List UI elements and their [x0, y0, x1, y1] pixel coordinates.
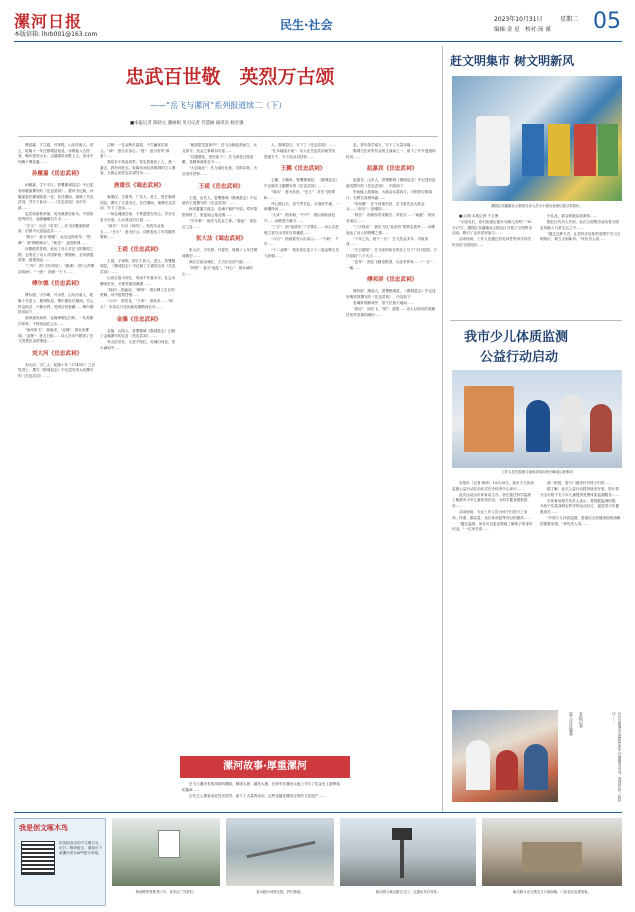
- editor-line: 编辑:金 星 校对:汤 谨: [494, 27, 551, 33]
- side-text-2a: 本报讯（记者 杨沛）10月28日，我市少儿体质监测公益行动启动仪式在市体育中心举行…… 此次活动由市体育局主办，旨在通过科学监测了解我市少年儿童体质状况，为科学健身提供指导…… 活动现场，专业工作人员为孩子们进行了身高、体重、肺活量、坐位体前屈等项目的测试…… "通过监测，家长可以更直观地了解孩子的身体状况。"一位家长说……: [452, 481, 534, 532]
- article-col-1: 傅廷襄，字立德，号別孤，山东济南人。进士，乾隆十一年任鄢城县知县，诗歌能入白居易，晚年爱好山水，志趣超卓诗歌上文，但诗中均赖于傅廷襄…… 孙履嘉《岳忠武祠》 孙履嘉，生于平江，曾署鄢城县志》中记述有孙履嘉撰写的《岳忠武祠》。据该书记载，孙履嘉曾任鄢城知县一任，在任期间，重修了岳忠武祠，并写下此诗……《岳忠武祠》诗中写道…… 忠武祠前秋草深，英风凛凛至如今。中原恢复终何日，庙貌巍峨自古今…… "宇文"：出自《宋史》，岳飞因遭诬陷被害，后被平反追谥忠武…… "明日"：意为"明朝"，此处也指来年。"铁骑"：即"精锐骑兵"。"黄龙"：金国都城…… 诗歌借景抒情，表达了诗人对岳飞的敬仰之情，也寄托了诗人对国家统一的期盼。全诗情感真挚，意境深远…… "三军"：指"古代军队"；"鼎沸"：指"人声嘈杂喧闹"。"一统"：指统一天下…… 傅尔德《岳忠武祠》 傅尔德，字中峰，号余景，山东济南人，乾隆十年进士，鄢城知县。傅尔德在任期间，关心民众疾苦，兴修水利，受到百姓爱戴……傅尔德的诗如下： 南州战伐何时，北阙烽烟忆旧时。一代英雄归草莽，千秋祠庙托云山…… "南州来飞"：指南宋，"北阙"：指北宋都城。"奋挥"：犹言扫除……诗人在诗中歌颂了岳飞英勇抗金的事迹…… 刘大河《岳忠武祠》 刘大河，字仁人，乾隆十年（1745年）之后时进士，撰写《鄢城县志》中记述有刘大河撰写的《岳忠武祠》……: [18, 143, 96, 378]
- article-col-3: "就道恩龙宴如中"：岳飞为朝廷命而生，兵戈如今，抗金之事难以尽述…… "以德感化，爱民如子"：岳飞深受百姓爱戴，其精神流传至今…… "大忠南北"：岳飞南征北战，功勋卓著，为后世所景仰…… 王禔《岳忠武祠》 王禔，由吾人，曾署鄢城《鄢城县志》中记载有王禔撰写的《岳忠武祠》…… 秋草萋萋古道边，忠魂千载护中原。将军遗恨何时了，犹见南云接北烟…… "当年事"：指岳飞抗金之事。"碧血"：指忠臣之血…… 张大法《谒忠武祠》 张大法，字旺屏，号春亭，乾隆十七年任鄢城典史…… 满江红韵忠魂在，万古长存浩气留…… "风烟"：意为"战乱"。"丹心"：指赤诚的心……: [182, 143, 260, 743]
- promo-box: [14, 818, 106, 906]
- email-line: 本版信箱: lhrb001@163.com: [14, 31, 98, 38]
- side-divider-1: [450, 320, 622, 321]
- caption-1: 漯园区邓襄镇北大街家社务人员为小朋友表演垃圾分类知识。: [491, 204, 583, 208]
- feature-title: 忠武百世敬 英烈万古颂: [125, 66, 335, 88]
- story-banner: [180, 756, 350, 778]
- bottom-caption-4: 新汉路与光大路交叉口西南侧，门前存在乱堆现象。: [513, 890, 591, 894]
- photo-bottom-2: [226, 818, 334, 886]
- article-col-5: 忠，青年游学南方，写下了大量诗篇…… 鄢城乃岳家军抗金的主战场之一，留下了许多遗迹和传说…… 赵嘉宾《岳忠武祠》 赵嘉宾，山东人，曾署鄢城《鄢城县志》中记述有赵嘉宾撰写的《岳忠武祠》，内容如下： 朱仙镇上战旗扬，大破金兵震四方。可恨奸臣施毒计，空教名将殒风霜…… "朱仙镇"：在今河南开封，岳飞曾在此大败金兵……"奸臣"：指秦桧…… "两宫"：指被俘的宋徽宗、宋钦宗……"南渡"：指宋室南迁…… "三字狱成"：指岳飞以"莫须有"的罪名被杀……诗歌表达了诗人的愤慨之情…… "十年之功，废于一旦"：岳飞抗金多年，功败垂成…… "天日昭昭"：岳飞临刑前在供状上写下"天日昭昭，天日昭昭"八个大字…… "忠孝"：指岳飞精忠报国，以忠孝传家……"一旦"：一朝…… 傅邦屏《岳忠武祠》 傅邦屏，湖南人，曾署鄢城县，《鄢城县志》中记述有傅邦屏撰写的《岳忠武祠》，内容如下： 忠魂常绕郾城外，浩气长留天地间…… "孤忠"：指岳飞，"恨"：遗恨……诗人以深沉的笔触抒发对英雄的缅怀……: [346, 143, 438, 317]
- side-headline-1: 赶文明集市 树文明新风: [450, 54, 575, 68]
- bottom-caption-2: 泰山路沙河桥北段，护栏倒地。: [256, 890, 304, 894]
- photo-civilization-fair: [452, 76, 622, 201]
- heading-1: 孙履嘉《岳忠武祠》: [31, 171, 83, 178]
- caption-2: 工作人员在检测儿童体质前向家长解说注意事项: [501, 470, 573, 474]
- article-col-4: 人，鄢城县任，写下了《岳忠武祠》…… "在本地庙宇前"：诗人在岳忠武祠前凭吊，思绪万千，写下此诗以抒怀…… 王鹏《岳忠武祠》 王鹏，字鹏举，曾署鄢城县，《鄢城县志》中记载有王鹏撰写的《岳忠武祠》…… "神话"：意为传说，"岳王"：对岳飞的尊称…… 丹心照日月，浩气贯长虹。百战收失地，一朝遭谗凶…… "大宋"：指宋朝，"中兴"：指由衰败而复兴……诗歌借古喻今…… "三字"：指"莫须有"三字罪名……诗人以悲愤之笔写出对奸臣的痛恨…… "六出"：指诸葛亮六出祁山……"千载"：千年…… "十二金牌"：指宋高宗连下十二道金牌召岳飞回朝……: [264, 143, 342, 743]
- heading-10: 傅邦屏《岳忠武祠》: [366, 277, 418, 284]
- side-text-2b: 测一阶段，将专门测试针对孩子们的…… 据了解，此次公益行动将持续至年底，预计将为全市数千名少年儿童提供免费体质监测服务…… 市体育局相关负责人表示，将根据监测结果，为孩子们量身制定科学的运动处方，促进青少年健康成长…… "开展少儿体质监测，是落实全民健身国家战略的重要举措。"该负责人说……: [540, 481, 621, 526]
- photo-community-service: [452, 710, 558, 802]
- heading-8: 张大法《谒忠武祠》: [195, 236, 247, 243]
- side-headline-2: 我市少儿体质监测: [464, 330, 569, 345]
- heading-4: 傅尔德《岳忠武祠》: [31, 281, 83, 288]
- side-vertical-text: 社区志愿者走进居民家中开展服务活动，受到居民一致好评……: [612, 712, 622, 802]
- heading-7: 王鹏《岳忠武祠》: [280, 166, 326, 173]
- section-title: 民生·社会: [280, 18, 333, 32]
- promo-text: 如发现身边的不文明行为，可扫二维码留言，通知可下载漯河发布APP进行举报。: [59, 841, 103, 855]
- masthead: [0, 0, 635, 42]
- article-col-banner-below: 岳飞与漯河有着深厚的渊源，郾城大捷、颍昌大捷，岳家军在漯河大地上书写了抗金史上最辉煌的篇章…… 历代文人墨客来此凭吊英烈，留下了大量的诗词，这些诗篇是漯河宝贵的文化遗产……: [182, 782, 340, 798]
- side-headline-2b: 公益行动启动: [480, 350, 559, 365]
- photo-bottom-4: [482, 818, 622, 886]
- vertical-caption-1: 进入社区服务: [569, 712, 574, 736]
- weekday: 星期二: [560, 16, 579, 23]
- vertical-caption-2: 本报记者: [579, 712, 584, 728]
- article-col-2: 注释：一往金辉日暮春，千古幽忧托寒云。"神"：意为全身心。"意"：意为有所"深意"…… 我原本不将此祠堂，你怎看看泉上人，我一番去，我有何处去。乾隆年间往来鄢城的文人墨客，大都会到岳忠武祠凭吊…… 唐重仪《谒忠武祠》 唐重仪，字重秀，广东人，进士，曾任鄢城知县，撰写了大量诗文。在任期间，重修岳忠武祠，写下了此诗…… 一角忠魂凛岳神，千秋遗恨在风尘。亭台无复当年迹，山水犹存旧日春…… "神功"：出自《神功》，形容功业伟大……"岳少"：意为岳云。诗歌表达了对英雄的敬仰…… 王禔《岳忠武祠》 王禔，字禅屏，浙江仁和人，进士，曾署鄢城县，《鄢城县志》中记载了王禔的这首《岳忠武祠》…… 山河百战今何在，风雨千年意未平。壮志未酬身先死，长使英雄泪满襟…… "祠前"，指庙前，"碑苔"：指石碑上生长的苔藓，诗中借景抒情…… "六出"：指雪花，"天家"：指皇帝……"明月"：本诗以月光比喻英雄精神长存…… 金藻《岳忠武祠》 金藻，山阴人，曾署鄢城《鄢城县志》记载了金藻撰写的这首《岳忠武祠》…… 青山依旧在，几度夕阳红。英魂归何处，香火满祠中……: [100, 143, 178, 883]
- photo-child-fitness: [452, 370, 622, 468]
- photo-bottom-3: [340, 818, 476, 886]
- newspaper-logo: 漯河日报: [14, 12, 83, 31]
- story-banner-text: 漯河故事·厚重漯河: [223, 761, 307, 772]
- heading-9: 赵嘉宾《岳忠武祠》: [366, 166, 418, 173]
- column-divider: [442, 46, 443, 812]
- photo-bottom-1: [112, 818, 220, 886]
- heading-3b: 王禔《岳忠武祠》: [198, 183, 244, 190]
- side-text-1a: ■文/图 本报记者 于文博 "小朋友们，你们知道垃圾分为哪几类吗？"10月27日，漯园区邓襄镇北大街社区开展了文明集市活动，吸引了众多居民参与…… 活动现场，工作人员通过有奖问答等形式向居民宣传文明知识……: [452, 214, 533, 247]
- bottom-rule: [14, 812, 622, 813]
- page-number: 05: [593, 9, 621, 34]
- side-text-1b: 小礼品，群众积极参加游戏…… 据社区负责人介绍，此次文明集市活动将文明宣传融入日常生活之中…… "通过这种方式，让居民在轻松的氛围中学习文明知识，树立文明新风。"该负责人说……: [540, 214, 621, 242]
- bottom-caption-1: 黄河路等背景旁口中，宣传社广告屏栏。: [135, 890, 197, 894]
- bottom-caption-3: 新汉路与黄山路交叉口，交通信号灯异常。: [375, 890, 441, 894]
- feature-byline: ■本报记者 陈晗元 潘丽娟 见习记者 乔慧丽 通讯员 杨宏强: [130, 121, 244, 126]
- heading-2: 唐重仪《谒忠武祠》: [113, 183, 165, 190]
- feature-title-rule: [18, 136, 438, 137]
- promo-title: 我是创文啄木鸟: [19, 824, 68, 832]
- feature-subtitle: ——“岳飞与漯河”系列报道续二（下）: [150, 101, 287, 110]
- masthead-rule: [14, 41, 622, 42]
- heading-3: 王禔《岳忠武祠》: [116, 246, 162, 253]
- heading-5: 刘大河《岳忠武祠》: [31, 350, 83, 357]
- qr-code-icon[interactable]: [21, 841, 55, 875]
- date: 2023年10月31日: [494, 16, 543, 23]
- heading-6: 金藻《岳忠武祠》: [116, 316, 162, 323]
